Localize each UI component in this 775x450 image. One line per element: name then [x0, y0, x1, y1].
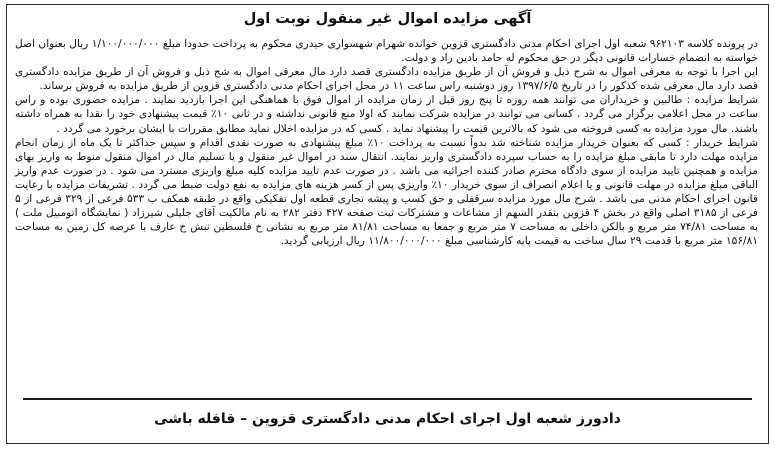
- notice-title: آگهی مزایده اموال غیر منقول نوبت اول: [243, 11, 532, 27]
- notice-body: [15, 37, 758, 248]
- footer-divider: [23, 398, 752, 400]
- buyer-conditions-paragraph: شرایط خریدار : کسی که بعنوان خریدار مزایده شناخته شد بدواً نسبت به پرداخت ۱۰٪ مبلغ پیشنهادی به صورت نقدی اقدام و سپس حداکثر تا یک ماه از زمان انجام مزایده مهلت دارد تا مابقی مبلغ مزایده را به حساب سپرده دادگستری واریز نمایند. انتقال سند در اموال غیر منقول و یا تسلیم مال در اموال منقول منوط به واریز بهای مزایده و همچنین تایید مزایده از سوی دادگاه محترم صادر کننده اجرائیه می باشد . در صورت عدم تایید مزایده کلیه مبلغ واریزی مسترد می شود . در صورت عدم واریز الباقی مبلغ مزایده در مهلت قانونی و یا اعلام انصراف از سوی خریدار ۱۰٪ واریزی پس از کسر هزینه های مزایده به نفع دولت ضبط می گردد . تشریفات مزایده با رعایت قانون اجرای احکام مدنی می باشد . شرح مال مورد مزایده سرقفلی و حق کسب و پیشه تجاری قطعه اول تفکیکی واقع در طبقه همکف ب ۵۳۳ فرعی از ۳۲۹ فرعی از ۵ فرعی از ۳۱۸۵ اصلی واقع در بخش ۴ قزوین بتقدر السهم از مشاعات و مشترکات ثبت صفحه ۴۲۷ دفتر ۲۸۲ به نام مالکیت آقای جلیلی شیرزاد ( نمایشگاه اتومبیل ملت ) به مساحت ۷۴/۸۱ متر مربع و بالکن داخلی به مساحت ۷ متر مربع و جمعا به مساحت ۸۱/۸۱ متر مربع به نشانی خ فلسطین نبش خ عارف با عرصه کل زمین به مساحت ۱۵۶/۸۱ متر مربع با قدمت ۲۹ سال ساخت به قیمت پایه کارشناسی مبلغ ۱۱/۸۰۰/۰۰۰/۰۰۰ ریال ارزیابی گردید.: [15, 136, 759, 248]
- auction-notice: [6, 4, 769, 444]
- auction-conditions-paragraph: شرایط مزایده : طالبین و خریداران می توانند همه روزه تا پنج روز قبل از زمان مزایده از اموال فوق با هماهنگی این اجرا بازدید نمایند . مزایده حضوری بوده و راس ساعت در محل اعلامی برگزار می گردد . کسانی می توانند در مزایده شرکت نمایند که اولا منع قانونی نداشته و در ثانی ۱۰٪ قیمت پیشنهادی خود را نقدا به همراه داشته باشند. مال مورد مزایده به کسی فروخته می شود که بالاترین قیمت را پیشنهاد نماید . کسی که در مزایده اخلال نماید مطابق مقررات با ایشان برخورد می گردد .: [15, 94, 759, 135]
- notice-signature: دادورز شعبه اول اجرای احکام مدنی دادگستری قزوین – قافله باشی: [154, 411, 621, 427]
- case-paragraph: در پرونده کلاسه ۹۶۲۱۰۳ شعبه اول اجرای احکام مدنی دادگستری قزوین خوانده شهرام شهسواری حیدری محکوم به پرداخت حدودا مبلغ ۱/۱۰۰/۰۰۰/۰۰۰ ریال بعنوان اصل خواسته به انضمام خسارات قانونی دیگر در حق محکوم له حامد بادین راد و دولت.: [15, 38, 758, 65]
- sale-paragraph: این اجرا با توجه به معرفی اموال به شرح ذیل و فروش آن از طریق مزایده دادگستری قصد دارد مال معرفی اموال به شح ذیل و فروش آن از طریق مزایده دادگستری قصد دارد مال معرفی شده کذکور را در تاریخ ۱۳۹۷/۶/۵ روز دوشنبه راس ساعت ۱۱ در محل اجرای احکام مدنی دادگستری قزوین از طریق مزایده به فروش برساند.: [15, 66, 758, 93]
